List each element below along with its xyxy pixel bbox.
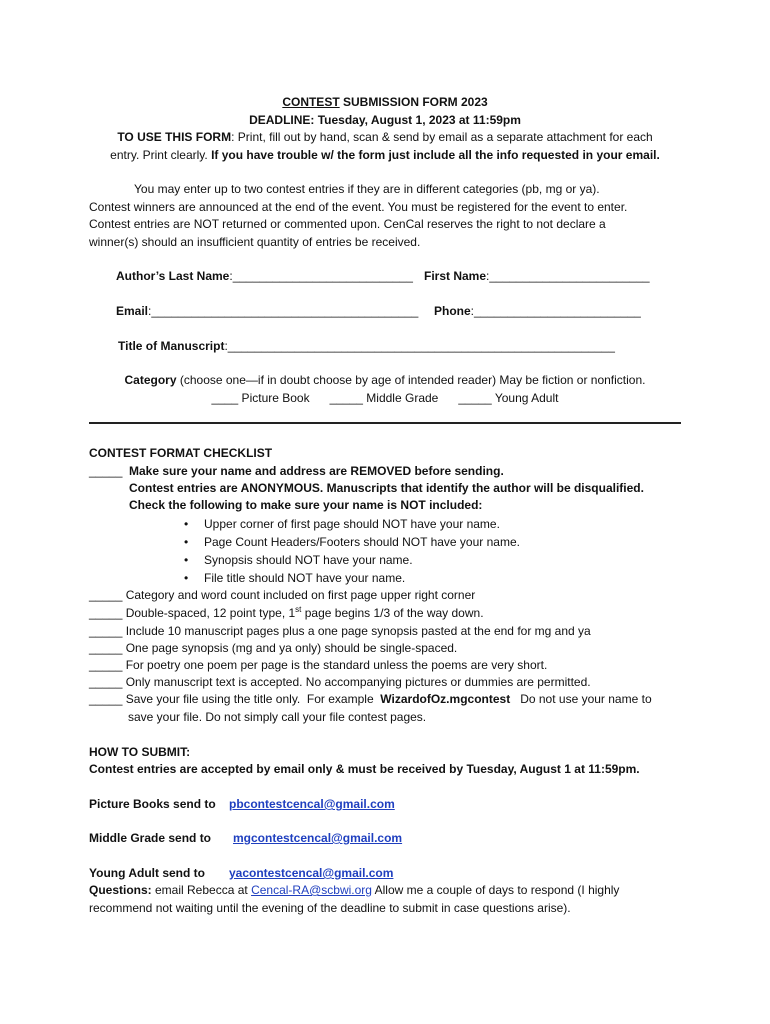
form-title	[0, 94, 770, 110]
checklist-blank[interactable]: _____	[89, 588, 123, 602]
last-name-blank[interactable]: :___________________________	[229, 269, 413, 283]
last-name-label: Author’s Last Name	[116, 269, 230, 283]
pb-email-link[interactable]: pbcontestcencal@gmail.com	[229, 797, 395, 811]
questions-line: Questions: email Rebecca at Cencal-RA@scbwi.org Allow me a couple of days to respond (I highly	[89, 883, 620, 897]
pb-label: Picture Books send to	[89, 797, 216, 811]
checklist-blank[interactable]: _____	[89, 658, 123, 672]
checklist-blank[interactable]: _____	[89, 675, 123, 689]
intro-line-1: You may enter up to two contest entries if they are in different categories (pb, mg or ya).	[134, 182, 600, 196]
use-instructions	[0, 129, 770, 145]
use-label: TO USE THIS FORM	[117, 130, 232, 144]
checklist-item: _____ Only manuscript text is accepted. No accompanying pictures or dummies are permitted.	[89, 675, 591, 689]
first-name-blank[interactable]: :________________________	[486, 269, 650, 283]
title-field[interactable]	[118, 338, 615, 354]
first-name-label: First Name	[424, 269, 487, 283]
use-text: : Print, fill out by hand, scan & send by email as a separate attachment for each	[231, 130, 653, 144]
checklist-item: _____ For poetry one poem per page is the standard unless the poems are very short.	[89, 658, 548, 672]
bullet-icon: •	[184, 571, 189, 585]
checklist-check: Check the following to make sure your name is NOT included:	[129, 498, 483, 512]
questions-line2: recommend not waiting until the evening of the deadline to submit in case questions arise).	[89, 901, 571, 915]
intro-line-3: Contest entries are NOT returned or commented upon. CenCal reserves the right to not declare a	[89, 217, 606, 231]
intro-line-4: winner(s) should an insufficient quantity of entries be received.	[89, 235, 421, 249]
checklist-item: _____ One page synopsis (mg and ya only) should be single-spaced.	[89, 641, 458, 655]
email-field[interactable]	[116, 303, 418, 319]
checklist-item: _____ Save your file using the title only. For example WizardofOz.mgcontest Do not use your name to	[89, 692, 652, 706]
email-label: Email	[116, 304, 149, 318]
bullet-item: • File title should NOT have your name.	[184, 571, 406, 585]
mg-email-link[interactable]: mgcontestcencal@gmail.com	[233, 831, 403, 845]
submit-heading: HOW TO SUBMIT:	[89, 745, 191, 759]
title-rest: SUBMISSION FORM 2023	[339, 95, 488, 109]
checklist-item: _____ Include 10 manuscript pages plus a one page synopsis pasted at the end for mg and ya	[89, 624, 591, 638]
category-label: Category	[124, 373, 177, 387]
checklist-item: _____ Double-spaced, 12 point type, 1st page begins 1/3 of the way down.	[89, 605, 484, 620]
checklist-blank[interactable]: _____	[89, 641, 123, 655]
checklist-heading: CONTEST FORMAT CHECKLIST	[89, 446, 273, 460]
intro-line-2: Contest winners are announced at the end of the event. You must be registered for the event to enter.	[89, 200, 628, 214]
checklist-blank[interactable]: _____	[89, 692, 123, 706]
superscript-st: st	[295, 605, 302, 614]
checklist-blank[interactable]: _____	[89, 464, 123, 478]
questions-label: Questions:	[89, 883, 152, 897]
bullet-item: • Synopsis should NOT have your name.	[184, 553, 413, 567]
bullet-icon: •	[184, 535, 189, 549]
category-text: (choose one—if in doubt choose by age of intended reader) May be fiction or nonfiction.	[176, 373, 646, 387]
first-name-field[interactable]	[424, 268, 650, 284]
checklist-blank[interactable]: _____	[89, 624, 123, 638]
email-blank[interactable]: :________________________________________	[148, 304, 419, 318]
use-line2-bold: If you have trouble w/ the form just include all the info requested in your email.	[211, 148, 660, 162]
title-contest-word: CONTEST	[282, 95, 340, 109]
checklist-save-line2: save your file. Do not simply call your file contest pages.	[128, 710, 427, 724]
deadline: DEADLINE: Tuesday, August 1, 2023 at 11:59pm	[249, 113, 521, 127]
category-options[interactable]: ____ Picture Book _____ Middle Grade _____ Young Adult	[211, 391, 559, 405]
use-instructions-line2	[0, 147, 770, 163]
questions-email-link[interactable]: Cencal-RA@scbwi.org	[251, 883, 372, 897]
title-label: Title of Manuscript	[118, 339, 225, 353]
submit-accepted: Contest entries are accepted by email only & must be received by Tuesday, August 1 at 11:59pm.	[89, 762, 640, 776]
checklist-first-text: Make sure your name and address are REMOVED before sending.	[129, 464, 504, 478]
checklist-anon: Contest entries are ANONYMOUS. Manuscripts that identify the author will be disqualified.	[129, 481, 644, 495]
ya-label: Young Adult send to	[89, 866, 205, 880]
checklist-blank[interactable]: _____	[89, 606, 123, 620]
last-name-field[interactable]	[116, 268, 413, 284]
mg-label: Middle Grade send to	[89, 831, 212, 845]
bullet-icon: •	[184, 517, 189, 531]
bullet-item: • Upper corner of first page should NOT have your name.	[184, 517, 500, 531]
ya-email-link[interactable]: yacontestcencal@gmail.com	[229, 866, 394, 880]
phone-label: Phone	[434, 304, 471, 318]
bullet-item: • Page Count Headers/Footers should NOT have your name.	[184, 535, 520, 549]
use-line2-plain: entry. Print clearly.	[110, 148, 212, 162]
phone-blank[interactable]: :_________________________	[470, 304, 641, 318]
checklist-first-item	[89, 463, 122, 479]
checklist-item: _____ Category and word count included on first page upper right corner	[89, 588, 476, 602]
title-blank[interactable]: :__________________________________________________________	[224, 339, 615, 353]
phone-field[interactable]	[434, 303, 641, 319]
category-line	[0, 372, 770, 388]
example-filename: WizardofOz.mgcontest	[380, 692, 511, 706]
section-divider	[89, 422, 681, 424]
bullet-icon: •	[184, 553, 189, 567]
